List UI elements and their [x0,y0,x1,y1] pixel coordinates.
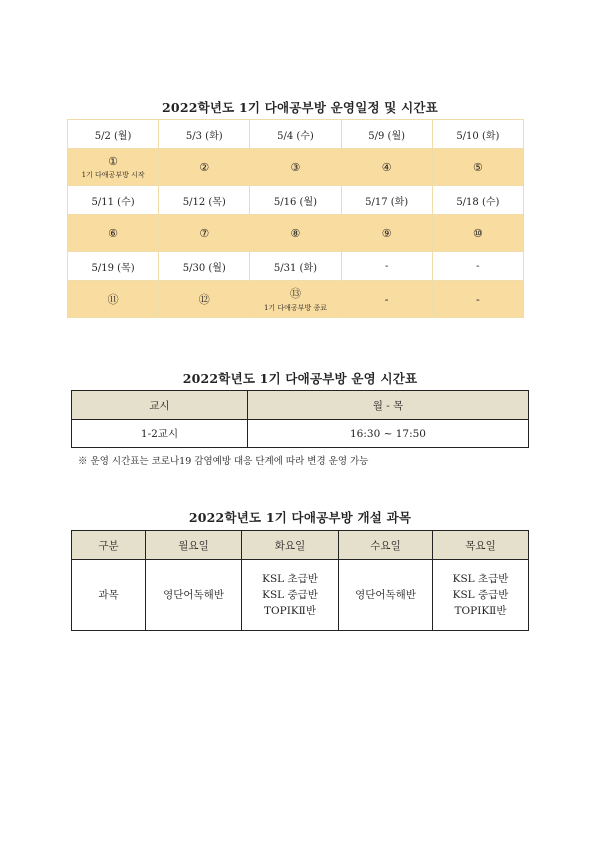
schedule-date-row [68,252,524,281]
schedule-date-cell: 5/30 (월) [159,252,250,281]
schedule-date-cell: 5/4 (수) [250,120,341,149]
period-cell: 1-2교시 [72,420,248,448]
session-number: ⑥ [108,226,119,240]
schedule-date-cell: 5/2 (월) [68,120,159,149]
column-header: 월요일 [146,531,242,560]
course-item: KSL 초급반 [452,573,509,585]
courses-row [72,560,529,631]
timetable-row [72,420,529,448]
schedule-session-row [68,149,524,186]
column-header: 화요일 [242,531,339,560]
schedule-date-cell: - [341,252,432,281]
column-header: 교시 [72,391,248,420]
session-number: ⑧ [290,226,301,240]
course-item: KSL 초급반 [262,573,318,585]
course-item: TOPIKⅡ반 [264,605,316,617]
session-number: ⑨ [381,226,392,240]
schedule-session-cell [250,215,341,252]
column-header: 수요일 [339,531,433,560]
session-number: - [384,292,389,306]
schedule-session-row [68,281,524,318]
schedule-date-cell: 5/10 (화) [432,120,523,149]
session-number: ② [199,160,210,174]
session-note: 1기 다애공부방 시작 [81,170,145,179]
schedule-session-cell [341,281,432,318]
schedule-session-cell [159,149,250,186]
schedule-date-cell: 5/16 (월) [250,186,341,215]
courses-header-row [72,531,529,560]
schedule-session-cell [250,281,341,318]
schedule-date-cell: 5/18 (수) [432,186,523,215]
time-cell: 16:30 ~ 17:50 [248,420,529,448]
thursday-courses [433,560,529,631]
timetable-notice: ※ 운영 시간표는 코로나19 감염예방 대응 단계에 따라 변경 운영 가능 [78,456,369,467]
schedule-session-cell [159,281,250,318]
wednesday-courses [339,560,433,631]
schedule-date-row [68,120,524,149]
schedule-date-cell: 5/9 (월) [341,120,432,149]
session-note: 1기 다애공부방 종료 [263,304,327,312]
schedule-date-cell: - [432,252,523,281]
schedule-session-cell [432,149,523,186]
schedule-session-cell [432,281,523,318]
schedule-session-cell [159,215,250,252]
course-item: KSL 중급반 [262,589,318,601]
column-header: 월 - 목 [248,391,529,420]
course-item: TOPIKⅡ반 [454,605,507,617]
session-number: ⑦ [199,226,210,240]
row-label: 과목 [72,560,146,631]
schedule-session-cell [432,215,523,252]
schedule-session-cell [68,149,159,186]
schedule-title: 2022학년도 1기 다애공부방 운영일정 및 시간표 [162,100,438,115]
schedule-session-row [68,215,524,252]
session-number: ① [108,154,119,168]
schedule-date-cell: 5/3 (화) [159,120,250,149]
session-number: - [476,292,480,306]
timetable-header-row [72,391,529,420]
course-item: 영단어독해반 [163,589,224,601]
column-header: 구분 [72,531,146,560]
session-number: ⑫ [198,293,210,306]
schedule-session-cell [341,149,432,186]
timetable-table [71,390,529,448]
courses-title: 2022학년도 1기 다애공부방 개설 과목 [188,510,412,525]
schedule-table [67,119,524,318]
session-number: ⑩ [472,226,483,240]
monday-courses [146,560,242,631]
timetable-title: 2022학년도 1기 다애공부방 운영 시간표 [182,371,418,386]
schedule-session-cell [250,149,341,186]
schedule-date-cell: 5/31 (화) [250,252,341,281]
session-number: ⑬ [289,287,301,300]
schedule-date-row [68,186,524,215]
column-header: 목요일 [433,531,529,560]
schedule-date-cell: 5/12 (목) [159,186,250,215]
schedule-session-cell [341,215,432,252]
session-number: ④ [381,160,392,174]
session-number: ⑪ [107,293,119,306]
courses-table [71,530,529,631]
schedule-session-cell [68,215,159,252]
tuesday-courses [242,560,339,631]
schedule-date-cell: 5/19 (목) [68,252,159,281]
session-number: ⑤ [472,160,483,174]
schedule-session-cell [68,281,159,318]
course-item: 영단어독해반 [355,589,416,601]
schedule-date-cell: 5/11 (수) [68,186,159,215]
session-number: ③ [290,160,301,174]
course-item: KSL 중급반 [452,589,509,601]
schedule-date-cell: 5/17 (화) [341,186,432,215]
